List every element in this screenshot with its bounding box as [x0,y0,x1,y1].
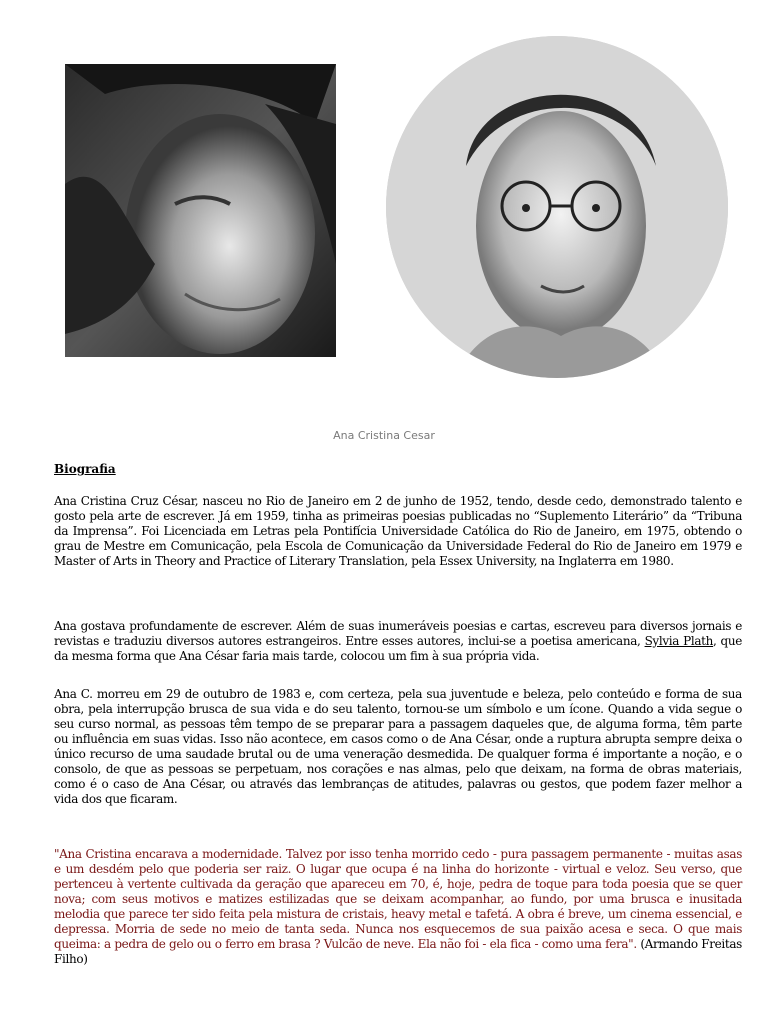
portrait-photo-left [65,64,336,357]
portrait-photo-icon [65,64,336,357]
paragraph-text: Ana gostava profundamente de escrever. Além de suas inumeráveis poesias e cartas, escreveu para diversos jornais e revistas e traduziu diversos autores estrangeiros. Entre esses autores, inclui-se a poetisa americana, [54,619,742,648]
photo-caption: Ana Cristina Cesar [333,429,435,442]
biography-paragraph-1: Ana Cristina Cruz César, nasceu no Rio de Janeiro em 2 de junho de 1952, tendo, desde cedo, demonstrado talento e gosto pela arte de escrever. Já em 1959, tinha as primeiras poesias publicadas no “Suplemento Literário” da “Tribuna da Imprensa”. Foi Licenciada em Letras pela Pontifícia Universidade Católica do Rio de Janeiro, em 1975, obtendo o grau de Mestre em Comunicação, pela Escola de Comunicação da Universidade Federal do Rio de Janeiro em 1979 e Master of Arts in Theory and Practice of Literary Translation, pela Essex University, na Inglaterra em 1980. [54,494,742,568]
quote-paragraph [54,847,742,967]
portrait-photo-right [386,36,728,378]
quote-text: "Ana Cristina encarava a modernidade. Talvez por isso tenha morrido cedo - pura passagem permanente - muitas asas e um desdém pelo que poderia ser raiz. O lugar que ocupa é na linha do horizonte - virtual e veloz. Seu verso, que pertenceu à vertente cultivada da geração que apareceu em 70, é, hoje, pedra de toque para toda poesia que se quer nova; com seus motivos e matizes estilizadas que se deixam acompanhar, ao fundo, por uma brusca e inusitada melodia que parece ter sido feita pela mistura de cristais, heavy metal e tafetá. A obra é breve, um cinema essencial, e depressa. Morria de sede no meio de tanta seda. Nunca nos esquecemos de sua paixão acesa e seca. O que mais queima: a pedra de gelo ou o ferro em brasa ? Vulcão de neve. Ela não foi - ela fica - como uma fera". [54,847,742,951]
quote-attribution: (Armando Freitas Filho) [54,937,742,966]
biography-paragraph-2 [54,619,742,664]
portrait-photo-icon [386,36,728,378]
paragraph-text: , que da mesma forma que Ana César faria mais tarde, colocou um fim à sua própria vida. [54,634,743,663]
sylvia-plath-link[interactable]: Sylvia Plath [644,634,714,648]
biography-paragraph-3: Ana C. morreu em 29 de outubro de 1983 e, com certeza, pela sua juventude e beleza, pelo conteúdo e forma de sua obra, pela interrupção brusca de sua vida e do seu talento, tornou-se um símbolo e um ícone. Quando a vida segue o seu curso normal, as pessoas têm tempo de se preparar para a passagem daqueles que, de alguma forma, têm parte ou influência em suas vidas. Isso não acontece, em casos como o de Ana César, onde a ruptura abrupta sempre deixa o único recurso de uma saudade brutal ou de uma veneração desmedida. De qualquer forma é importante a noção, e o consolo, de que as pessoas se perpetuam, nos corações e nas almas, pelo que deixam, na forma de obras materiais, como é o caso de Ana César, ou através das lembranças de atitudes, palavras ou gestos, que podem fazer melhor a vida dos que ficaram. [54,687,742,806]
section-heading: Biografia [54,462,116,476]
